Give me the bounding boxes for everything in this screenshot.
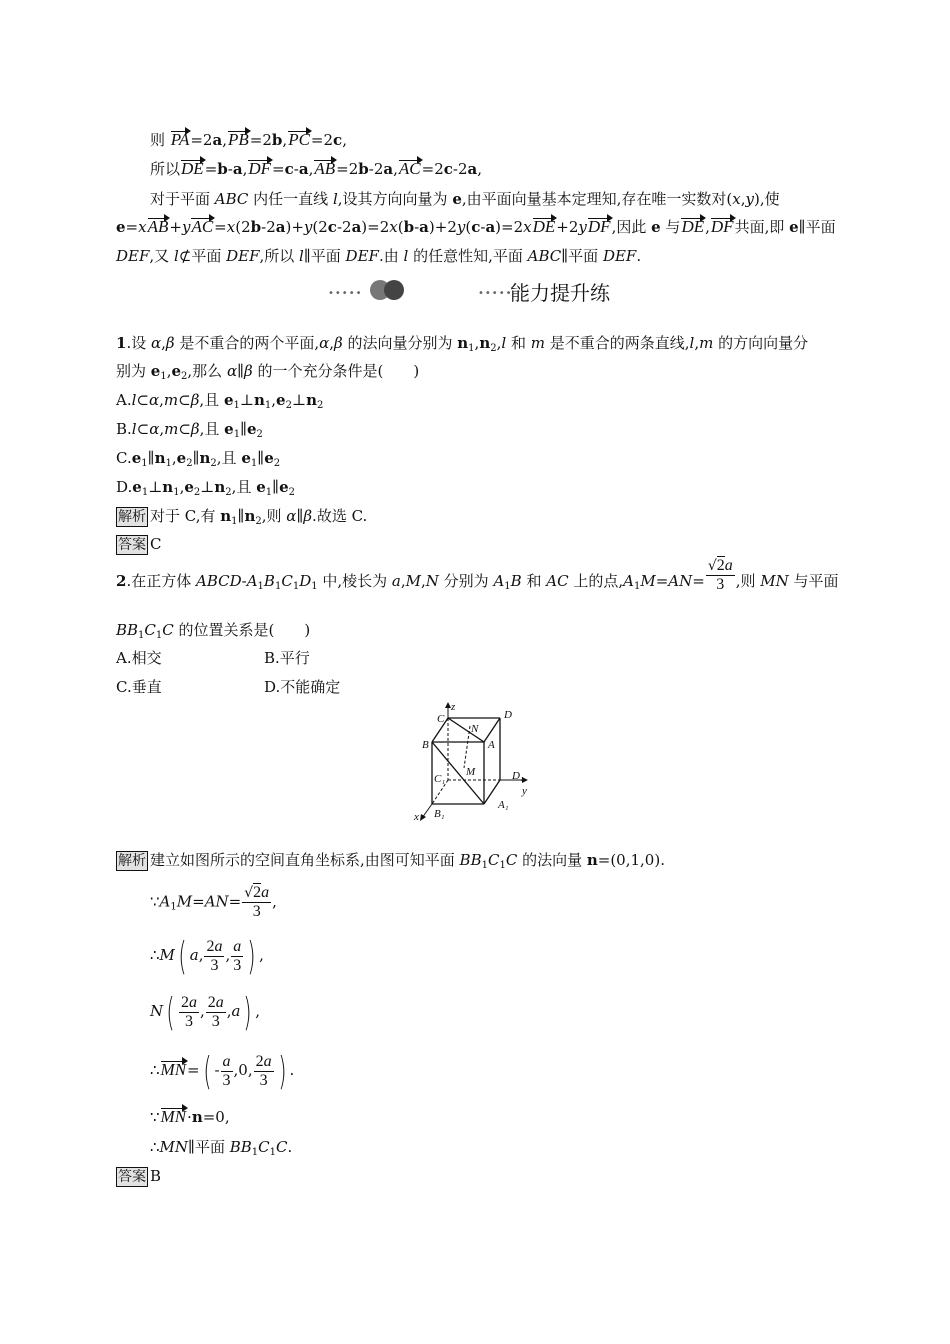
svg-text:B: B xyxy=(422,739,429,751)
banner-dots-right: ••••• xyxy=(478,288,513,299)
svg-text:z: z xyxy=(451,701,456,713)
cube-figure xyxy=(410,700,550,828)
q2-step-5: ∵MN·n=0, xyxy=(150,1107,230,1126)
q1-stem-line-2: 别为 $e_1,e_2$,那么 α∥β 的一个充分条件是( ) xyxy=(116,362,420,382)
svg-text:A: A xyxy=(488,739,495,751)
q2-answer-value: B xyxy=(150,1167,162,1185)
section-banner xyxy=(328,276,628,304)
answer-tag: 答案 xyxy=(118,537,146,553)
q2-option-b: B.平行 xyxy=(264,649,310,667)
svg-text:C₁: C₁ xyxy=(434,773,446,785)
q2-option-c: C.垂直 xyxy=(116,678,162,696)
q2-option-d: D.不能确定 xyxy=(264,678,341,696)
proof-line-5: DEF,又 l⊄平面 DEF,所以 l∥平面 DEF.由 l 的任意性知,平面 ABC∥平面 DEF. xyxy=(116,247,642,265)
banner-dots-left: ••••• xyxy=(328,288,363,299)
q1-option-b: B.l⊂α,m⊂β,且 $e_1\parallel e_2$ xyxy=(116,420,263,440)
proof-line-1: 则 PA=2a,PB=2b,PC=2c, xyxy=(150,130,347,149)
svg-text:x: x xyxy=(414,811,419,823)
svg-text:C: C xyxy=(437,713,445,725)
q2-answer xyxy=(116,1165,836,1187)
q1-option-a: A.l⊂α,m⊂β,且 $e_1\perp n_1,e_2\perp n_2$ xyxy=(116,391,324,411)
proof-line-2: 所以DE=b-a,DF=c-a,AB=2b-2a,AC=2c-2a, xyxy=(150,159,483,178)
svg-text:B₁: B₁ xyxy=(434,808,445,820)
svg-text:D: D xyxy=(504,709,512,721)
proof-line-4: e=xAB+yAC=x(2b-2a)+y(2c-2a)=2x(b-a)+2y(c-a)=2xDE+2yDF,因此 e 与DE,DF共面,即 e∥平面 xyxy=(116,217,836,236)
svg-text:y: y xyxy=(522,785,527,797)
q1-analysis: 解析 对于 C,有 $n_1\parallel n_2$,则 α∥β.故选 C. xyxy=(118,507,368,527)
q2-stem-line-1: 2.在正方体 ABCD-$A_1B_1C_1D_1$ 中,棱长为 a,M,N 分别为 $A_1B$ 和 AC 上的点$,A_1M=AN=$ $\frac{√2a}{3}$ ,则 MN 与平面 xyxy=(116,556,839,593)
q2-step-1: $\because A_1M=AN=$ $\frac{√2a}{3}$ , xyxy=(150,884,277,920)
analysis-tag: 解析 xyxy=(118,853,146,869)
svg-text:M: M xyxy=(466,766,476,778)
q2-option-a: A.相交 xyxy=(116,649,162,667)
svg-text:N: N xyxy=(471,723,479,735)
svg-text:D₁: D₁ xyxy=(512,770,524,782)
q1-answer-value: C xyxy=(150,535,162,553)
q2-step-6: ∴MN∥平面 $BB_1C_1C$. xyxy=(150,1138,293,1158)
banner-circle-icon xyxy=(384,280,404,300)
q1-option-d: $D.e_1\perp n_1,e_2\perp n_2$,且 $e_1\parallel e_2$ xyxy=(116,478,295,498)
svg-text:A₁: A₁ xyxy=(498,799,509,811)
q1-answer xyxy=(116,533,836,555)
q2-stem-line-2: $BB_1C_1C$ 的位置关系是( ) xyxy=(116,621,311,641)
q2-analysis: 解析 建立如图所示的空间直角坐标系,由图可知平面 $BB_1C_1C$ 的法向量 n=(0,1,0). xyxy=(118,851,665,871)
q2-step-3: N( $\frac{2a}{3}$ , $\frac{2a}{3}$ ,a) , xyxy=(150,990,261,1034)
q1-stem-line-1: 1.设 α,β 是不重合的两个平面,α,β 的法向量分别为 $n_1,n_2,l$ 和 m 是不重合的两条直线,l,m 的方向向量分 xyxy=(116,334,809,354)
q2-step-4: ∴MN=( - $\frac{a}{3}$ ,0, $\frac{2a}{3}$ ) . xyxy=(150,1049,295,1093)
proof-line-3: 对于平面 ABC 内任一直线 l,设其方向向量为 e,由平面向量基本定理知,存在唯一实数对(x,y),使 xyxy=(150,190,780,208)
section-title: 能力提升练 xyxy=(510,281,610,305)
q2-step-2: ∴M( a, $\frac{2a}{3}$ , $\frac{a}{3}$ ) , xyxy=(150,934,264,978)
q1-option-c: $C.e_1\parallel n_1,e_2\parallel n_2$,且 $e_1\parallel e_2$ xyxy=(116,449,281,469)
answer-tag: 答案 xyxy=(118,1169,146,1185)
analysis-tag: 解析 xyxy=(118,509,146,525)
